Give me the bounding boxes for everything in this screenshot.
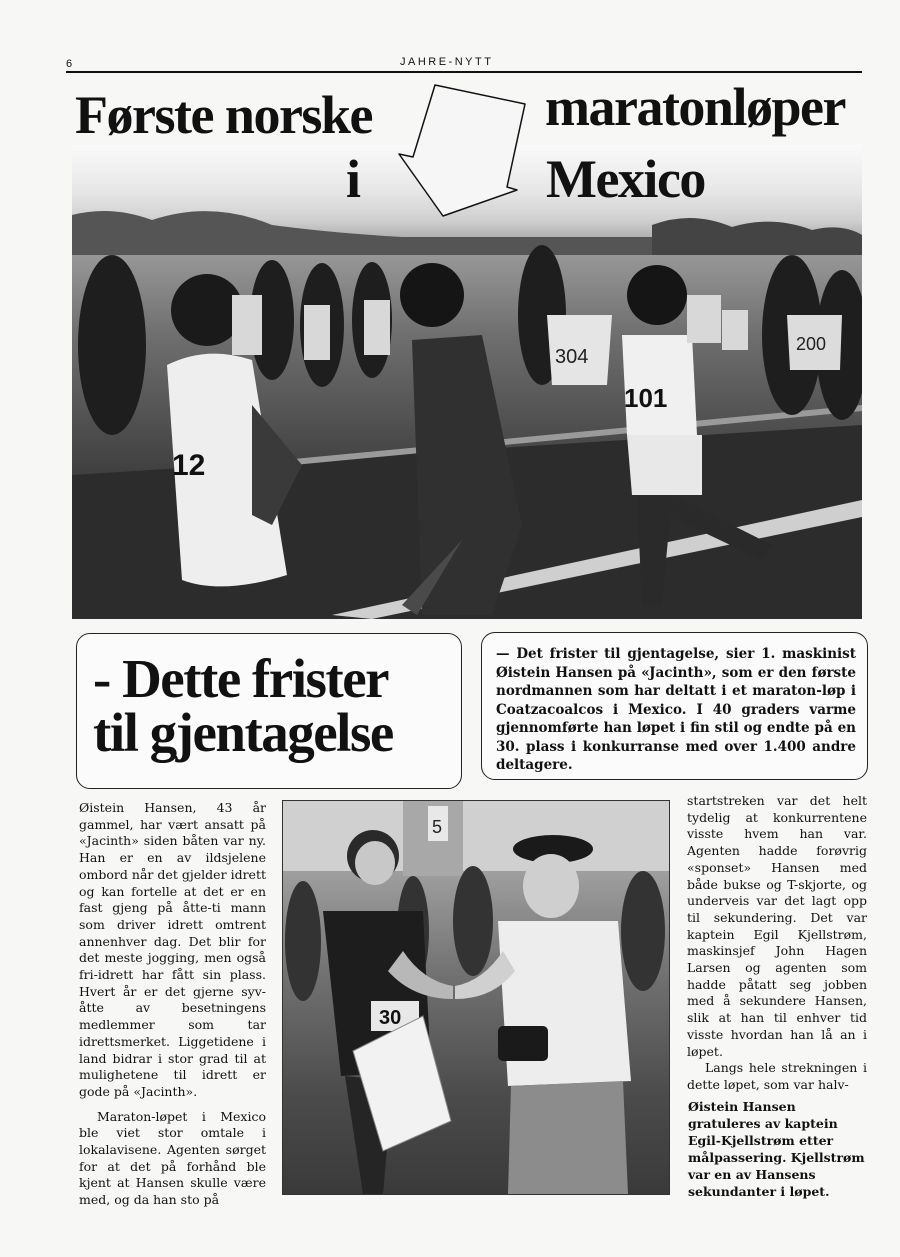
lead-title — [93, 648, 393, 763]
sign-number: 5 — [432, 817, 443, 837]
headline-part-1: Første norske — [75, 85, 372, 145]
headline-part-4: Mexico — [546, 149, 705, 209]
article-paragraph: Maraton-løpet i Mexico ble viet stor omtale i lokalavisene. Agenten sørget for at det på forhånd ble kjent at Hansen skulle være med, og da han sto på — [79, 1108, 266, 1208]
lead-title-line-1: - Dette frister — [93, 648, 389, 709]
publication-title: JAHRE-NYTT — [400, 56, 494, 68]
bib-12: 12 — [172, 449, 206, 482]
arrow-down-icon — [395, 82, 530, 222]
runner-bib: 30 — [379, 1007, 402, 1029]
photo-caption: Øistein Hansen gratuleres av kaptein Egil-Kjellstrøm etter målpassering. Kjellstrøm var en av Hansens sekundanter i løpet. — [688, 1099, 865, 1199]
handshake-photo — [282, 800, 670, 1195]
page-number: 6 — [66, 58, 73, 70]
bib-200: 200 — [796, 334, 827, 354]
headline-part-2: maratonløper — [545, 77, 845, 137]
article-column-right — [687, 793, 867, 1094]
header-rule — [66, 71, 862, 73]
bib-304: 304 — [555, 346, 589, 368]
article-paragraph: Øistein Hansen, 43 år gammel, har vært ansatt på «Jacinth» siden båten var ny. Han er en av ildsjelene ombord når det gjelder idrett og kan fortelle at det er en fast gjeng på åtte-ti mann som driver idrett omtrent annenhver dag. Det blir for det meste jogging, men også fri-idrett har fått sin plass. Hvert år er det gjerne syv-åtte av besetningens medlemmer som tar idrettsmerket. Liggetidene i land bidrar i stor grad til at mulighetene til idrett er gode på «Jacinth». — [79, 800, 266, 1099]
intro-box — [481, 632, 868, 780]
intro-text: — Det frister til gjentagelse, sier 1. maskinist Øistein Hansen på «Jacinth», som er den første nordmannen som har deltatt i et maraton-løp i Coatzacoalcos i Mexico. I 40 graders varme gjennomførte han løpet i fin stil og endte på en 30. plass i konkurranse med over 1.400 andre deltagere. — [496, 646, 856, 773]
article-paragraph: startstreken var det helt tydelig at konkurrentene visste hvem han var. Agenten hadde forøvrig «sponset» Hansen med både bukse og T-skjorte, og underveis var det lagt opp til sekundering. Det var kaptein Egil Kjellstrøm, maskinsjef John Hagen Larsen og agenten som hadde påtatt seg jobben med å sekundere Hansen, slik at han til enhver tid visste hvordan han lå an i løpet. — [687, 793, 867, 1059]
article-column-left — [79, 800, 266, 1209]
lead-title-line-2: til gjentagelse — [93, 702, 393, 763]
lead-title-box — [76, 633, 462, 789]
headline-part-3: i — [346, 149, 360, 209]
bib-101: 101 — [624, 383, 668, 413]
article-paragraph: Langs hele strekningen i dette løpet, som var halv- — [687, 1060, 867, 1092]
